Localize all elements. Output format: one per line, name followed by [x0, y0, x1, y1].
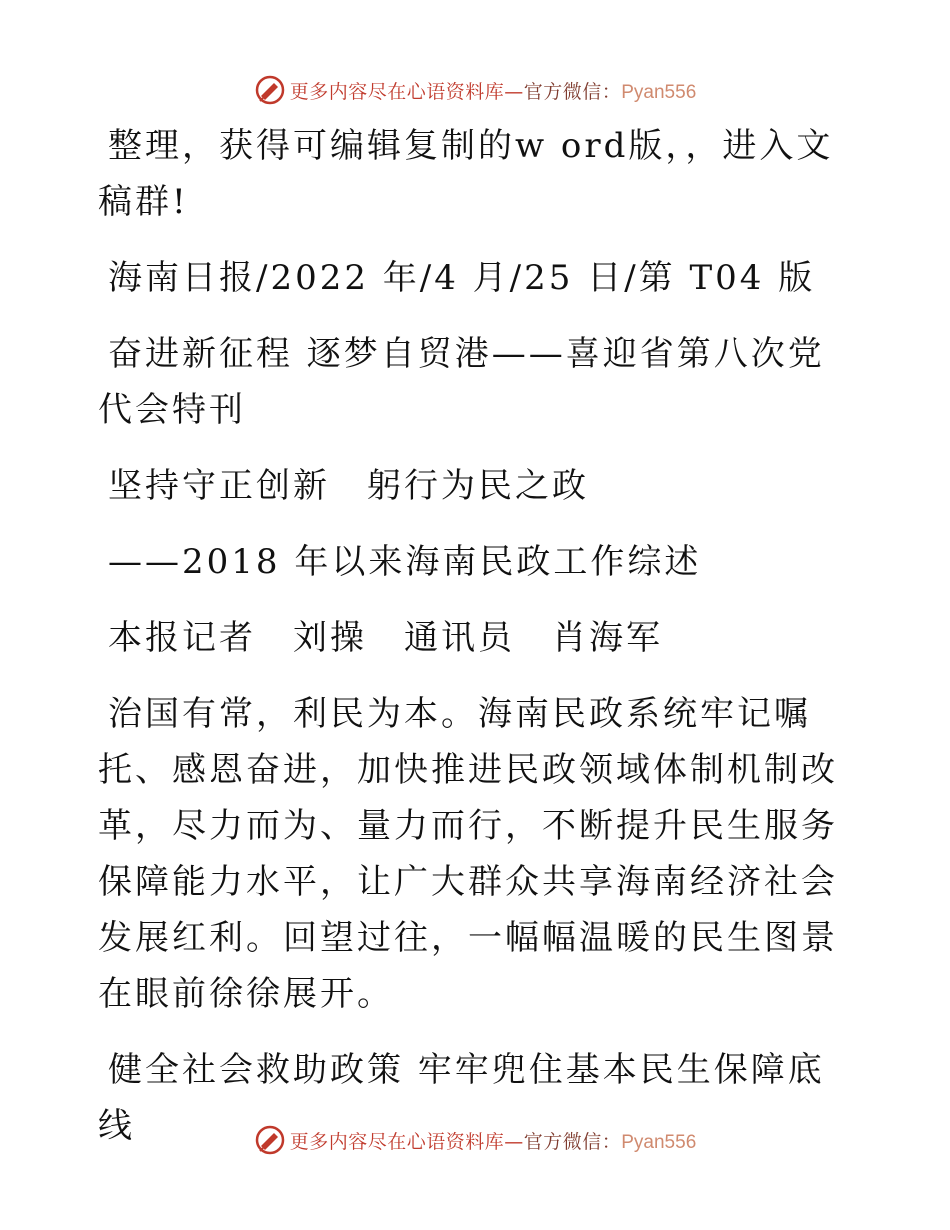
- watermark-id: Pyan556: [621, 1131, 697, 1153]
- paragraph: 本报记者 刘操 通讯员 肖海军: [108, 618, 663, 658]
- watermark-footer: [0, 1120, 950, 1160]
- watermark-text: [290, 1127, 697, 1154]
- watermark-text: [290, 77, 697, 104]
- paragraph: ——2018 年以来海南民政工作综述: [108, 542, 702, 582]
- paragraph: 海南日报/2022 年/4 月/25 日/第 T04 版: [108, 258, 816, 298]
- watermark-label: 官方微信：: [523, 1130, 622, 1153]
- watermark-header: [0, 70, 950, 110]
- pen-logo-icon: [254, 74, 286, 106]
- paragraph: 奋进新征程 逐梦自贸港——喜迎省第八次党代会特刊: [98, 334, 825, 430]
- watermark-dash: —: [504, 1130, 524, 1153]
- paragraph: 健全社会救助政策 牢牢兜住基本民生保障底线: [98, 1050, 825, 1146]
- watermark-label: 官方微信：: [523, 80, 622, 103]
- watermark-id: Pyan556: [621, 81, 697, 103]
- pen-logo-icon: [254, 1124, 286, 1156]
- paragraph: 整理，获得可编辑复制的w ord版，，进入文稿群!: [98, 126, 834, 222]
- watermark-dash: —: [504, 80, 524, 103]
- watermark-main: 更多内容尽在心语资料库: [289, 80, 505, 103]
- document-body: [98, 118, 858, 1174]
- watermark-main: 更多内容尽在心语资料库: [289, 1130, 505, 1153]
- paragraph: 坚持守正创新 躬行为民之政: [108, 466, 589, 506]
- paragraph: 治国有常，利民为本。海南民政系统牢记嘱托、感恩奋进，加快推进民政领域体制机制改革，尽力而为、量力而行，不断提升民生服务保障能力水平，让广大群众共享海南经济社会发展红利。回望过往，一幅幅温暖的民生图景在眼前徐徐展开。: [98, 694, 838, 1014]
